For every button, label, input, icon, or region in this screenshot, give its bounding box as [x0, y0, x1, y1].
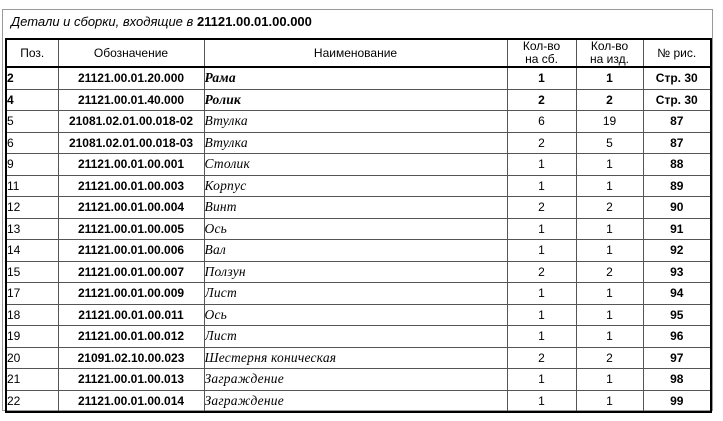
cell-designation: 21081.02.01.00.018-02 — [58, 111, 204, 133]
caption-assembly-code: 21121.00.01.00.000 — [196, 14, 312, 29]
cell-qty-assembly: 1 — [507, 369, 576, 391]
cell-fig: Стр. 30 — [643, 67, 711, 89]
cell-qty-assembly: 2 — [507, 347, 576, 369]
cell-qty-product: 1 — [576, 154, 643, 176]
cell-qty-product: 2 — [576, 347, 643, 369]
cell-fig: 99 — [643, 390, 711, 412]
cell-name: Лист — [204, 326, 507, 348]
cell-fig: 92 — [643, 240, 711, 262]
cell-name: Ось — [204, 304, 507, 326]
table-row — [6, 197, 711, 219]
cell-qty-assembly: 1 — [507, 304, 576, 326]
cell-pos: 2 — [6, 67, 58, 89]
cell-pos: 14 — [6, 240, 58, 262]
cell-name: Ползун — [204, 261, 507, 283]
table-row — [6, 390, 711, 412]
cell-name: Втулка — [204, 111, 507, 133]
cell-designation: 21121.00.01.00.011 — [58, 304, 204, 326]
col-header-qty-product-line1: Кол-во — [590, 39, 629, 53]
cell-qty-assembly: 1 — [507, 326, 576, 348]
table-row — [6, 304, 711, 326]
cell-pos: 15 — [6, 261, 58, 283]
cell-qty-assembly: 2 — [507, 89, 576, 111]
cell-qty-product: 1 — [576, 218, 643, 240]
cell-pos: 19 — [6, 326, 58, 348]
cell-name: Ось — [204, 218, 507, 240]
table-row — [6, 132, 711, 154]
cell-designation: 21091.02.10.00.023 — [58, 347, 204, 369]
cell-name: Лист — [204, 283, 507, 305]
cell-qty-product: 1 — [576, 304, 643, 326]
cell-pos: 6 — [6, 132, 58, 154]
cell-qty-assembly: 1 — [507, 67, 576, 89]
cell-name: Ролик — [204, 89, 507, 111]
cell-fig: 95 — [643, 304, 711, 326]
cell-qty-product: 2 — [576, 197, 643, 219]
cell-pos: 18 — [6, 304, 58, 326]
cell-fig: 91 — [643, 218, 711, 240]
cell-fig: 93 — [643, 261, 711, 283]
col-header-name: Наименование — [204, 39, 507, 67]
cell-qty-assembly: 1 — [507, 175, 576, 197]
cell-pos: 17 — [6, 283, 58, 305]
cell-name: Заграждение — [204, 369, 507, 391]
col-header-qty-assembly-line2: на сб. — [525, 52, 558, 66]
cell-name: Втулка — [204, 132, 507, 154]
cell-qty-product: 1 — [576, 390, 643, 412]
table-row — [6, 240, 711, 262]
cell-name: Корпус — [204, 175, 507, 197]
table-row — [6, 261, 711, 283]
cell-designation: 21121.00.01.00.001 — [58, 154, 204, 176]
table-caption — [11, 13, 312, 31]
cell-pos: 4 — [6, 89, 58, 111]
cell-qty-assembly: 2 — [507, 261, 576, 283]
table-row — [6, 369, 711, 391]
cell-qty-product: 19 — [576, 111, 643, 133]
cell-qty-product: 1 — [576, 175, 643, 197]
col-header-qty-assembly-line1: Кол-во — [522, 39, 561, 53]
table-row — [6, 111, 711, 133]
cell-qty-assembly: 2 — [507, 197, 576, 219]
table-row — [6, 67, 711, 89]
cell-designation: 21121.00.01.00.013 — [58, 369, 204, 391]
cell-designation: 21121.00.01.00.004 — [58, 197, 204, 219]
cell-designation: 21121.00.01.00.014 — [58, 390, 204, 412]
cell-fig: 98 — [643, 369, 711, 391]
cell-qty-assembly: 2 — [507, 132, 576, 154]
table-row — [6, 283, 711, 305]
cell-pos: 13 — [6, 218, 58, 240]
cell-designation: 21121.00.01.00.009 — [58, 283, 204, 305]
cell-name: Заграждение — [204, 390, 507, 412]
col-header-designation: Обозначение — [58, 39, 204, 67]
cell-qty-product: 1 — [576, 240, 643, 262]
cell-name: Винт — [204, 197, 507, 219]
table-row — [6, 89, 711, 111]
cell-pos: 22 — [6, 390, 58, 412]
cell-qty-product: 2 — [576, 261, 643, 283]
cell-name: Столик — [204, 154, 507, 176]
cell-qty-assembly: 1 — [507, 283, 576, 305]
cell-qty-product: 5 — [576, 132, 643, 154]
cell-fig: 96 — [643, 326, 711, 348]
table-row — [6, 347, 711, 369]
cell-qty-product: 1 — [576, 369, 643, 391]
col-header-qty-assembly — [507, 39, 576, 67]
parts-table — [5, 38, 712, 413]
cell-pos: 5 — [6, 111, 58, 133]
cell-designation: 21121.00.01.00.007 — [58, 261, 204, 283]
cell-designation: 21121.00.01.40.000 — [58, 89, 204, 111]
cell-designation: 21121.00.01.00.003 — [58, 175, 204, 197]
cell-fig: 87 — [643, 111, 711, 133]
cell-qty-assembly: 6 — [507, 111, 576, 133]
col-header-qty-product — [576, 39, 643, 67]
table-row — [6, 175, 711, 197]
cell-qty-assembly: 1 — [507, 218, 576, 240]
cell-qty-product: 2 — [576, 89, 643, 111]
col-header-qty-product-line2: на изд. — [590, 52, 629, 66]
cell-qty-product: 1 — [576, 326, 643, 348]
cell-qty-product: 1 — [576, 283, 643, 305]
cell-designation: 21121.00.01.00.005 — [58, 218, 204, 240]
cell-fig: Стр. 30 — [643, 89, 711, 111]
table-row — [6, 326, 711, 348]
cell-designation: 21081.02.01.00.018-03 — [58, 132, 204, 154]
cell-fig: 94 — [643, 283, 711, 305]
cell-pos: 11 — [6, 175, 58, 197]
cell-qty-product: 1 — [576, 67, 643, 89]
cell-fig: 97 — [643, 347, 711, 369]
cell-qty-assembly: 1 — [507, 390, 576, 412]
table-row — [6, 154, 711, 176]
cell-designation: 21121.00.01.20.000 — [58, 67, 204, 89]
cell-pos: 20 — [6, 347, 58, 369]
cell-name: Рама — [204, 67, 507, 89]
cell-pos: 9 — [6, 154, 58, 176]
cell-fig: 87 — [643, 132, 711, 154]
col-header-pos: Поз. — [6, 39, 58, 67]
table-row — [6, 218, 711, 240]
cell-qty-assembly: 1 — [507, 240, 576, 262]
cell-designation: 21121.00.01.00.012 — [58, 326, 204, 348]
col-header-fig: № рис. — [643, 39, 711, 67]
cell-designation: 21121.00.01.00.006 — [58, 240, 204, 262]
caption-prefix: Детали и сборки, входящие в — [11, 14, 194, 29]
cell-fig: 89 — [643, 175, 711, 197]
cell-fig: 88 — [643, 154, 711, 176]
cell-fig: 90 — [643, 197, 711, 219]
cell-name: Шестерня коническая — [204, 347, 507, 369]
header-row — [6, 39, 711, 67]
cell-name: Вал — [204, 240, 507, 262]
cell-qty-assembly: 1 — [507, 154, 576, 176]
cell-pos: 12 — [6, 197, 58, 219]
cell-pos: 21 — [6, 369, 58, 391]
